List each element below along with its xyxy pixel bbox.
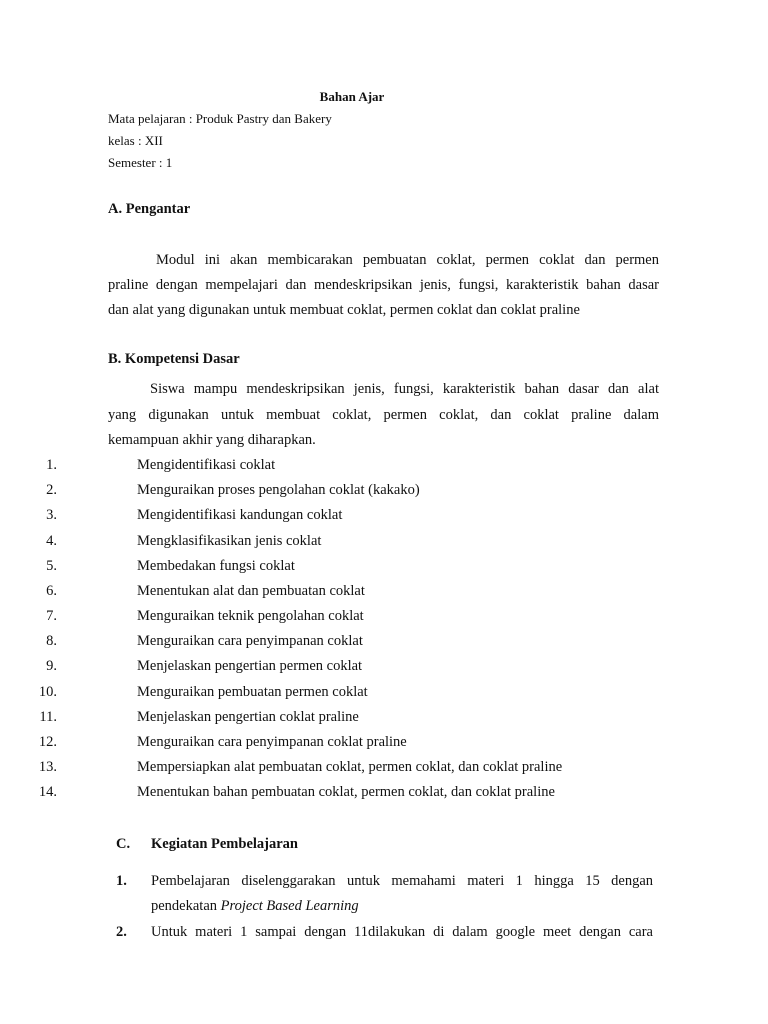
list-item — [0, 755, 700, 780]
list-item-number: 13. — [38, 759, 57, 775]
section-c-heading: Kegiatan Pembelajaran — [151, 836, 298, 852]
section-c-label: C. — [116, 836, 131, 852]
list-item-text: Membedakan fungsi coklat — [137, 558, 295, 574]
list-item — [0, 579, 700, 604]
list-item-text: Mempersiapkan alat pembuatan coklat, permen coklat, dan coklat praline — [137, 759, 563, 775]
list-item-text: Mengidentifikasi coklat — [137, 457, 276, 473]
list-item-text: Menguraikan proses pengolahan coklat (kakako) — [137, 482, 420, 498]
list-item — [0, 629, 700, 654]
list-item-number: 6. — [46, 583, 57, 599]
list-item-number: 10. — [38, 684, 57, 700]
document-title: Bahan Ajar — [319, 89, 385, 104]
list-item-number: 2. — [46, 482, 57, 498]
section-a-line-3: dan alat yang digunakan untuk membuat coklat, permen coklat dan coklat praline — [108, 302, 580, 318]
list-item-number: 11. — [39, 709, 57, 725]
activity-line-1: Untuk materi 1 sampai dengan 11dilakukan di dalam google meet dengan cara — [151, 924, 653, 940]
list-item — [0, 730, 700, 755]
list-item — [0, 503, 700, 528]
list-item — [0, 529, 700, 554]
list-item-text: Mengidentifikasi kandungan coklat — [137, 507, 343, 523]
activity-line-2 — [151, 894, 653, 919]
activity-approach: Project Based Learning — [220, 898, 359, 914]
section-b-line-3: kemampuan akhir yang diharapkan. — [108, 432, 316, 448]
class-line: kelas : XII — [108, 133, 163, 148]
list-item-number: 9. — [46, 658, 57, 674]
list-item-text: Menentukan alat dan pembuatan coklat — [137, 583, 365, 599]
list-item-number: 4. — [46, 533, 57, 549]
list-item-text: Menguraikan pembuatan permen coklat — [137, 684, 368, 700]
list-item — [0, 680, 700, 705]
list-item-number: 3. — [46, 507, 57, 523]
list-item-number: 8. — [46, 633, 57, 649]
list-item — [0, 604, 700, 629]
list-item — [0, 780, 700, 805]
section-a-heading: A. Pengantar — [108, 201, 191, 217]
subject-line: Mata pelajaran : Produk Pastry dan Bakery — [108, 111, 332, 126]
list-item-number: 14. — [38, 784, 57, 800]
section-b-line-1: Siswa mampu mendeskripsikan jenis, fungsi, karakteristik bahan dasar dan alat — [150, 381, 659, 397]
section-b-line-2: yang digunakan untuk membuat coklat, permen coklat, dan coklat praline dalam — [108, 407, 659, 423]
list-item — [0, 453, 700, 478]
list-item-number: 7. — [46, 608, 57, 624]
list-item-number: 12. — [38, 734, 57, 750]
list-item-text: Menjelaskan pengertian coklat praline — [137, 709, 359, 725]
section-b-heading: B. Kompetensi Dasar — [108, 351, 240, 367]
list-item-number: 1. — [46, 457, 57, 473]
list-item — [0, 554, 700, 579]
semester-line: Semester : 1 — [108, 155, 173, 170]
list-item-text: Menjelaskan pengertian permen coklat — [137, 658, 363, 674]
section-a-line-2: praline dengan mempelajari dan mendeskripsikan jenis, fungsi, karakteristik bahan dasar — [108, 277, 659, 293]
activity-line-2-prefix: pendekatan — [151, 898, 221, 914]
activity-line-1: Pembelajaran diselenggarakan untuk memahami materi 1 hingga 15 dengan — [151, 873, 653, 889]
list-item-number: 5. — [46, 558, 57, 574]
list-item-text: Menentukan bahan pembuatan coklat, permen coklat, dan coklat praline — [137, 784, 555, 800]
list-item — [0, 478, 700, 503]
list-item-text: Menguraikan teknik pengolahan coklat — [137, 608, 364, 624]
list-item-text: Mengklasifikasikan jenis coklat — [137, 533, 322, 549]
list-item — [0, 654, 700, 679]
activity-number: 2. — [116, 924, 127, 940]
list-item-text: Menguraikan cara penyimpanan coklat — [137, 633, 363, 649]
activity-number: 1. — [116, 873, 127, 889]
list-item — [0, 705, 700, 730]
list-item-text: Menguraikan cara penyimpanan coklat praline — [137, 734, 407, 750]
section-a-line-1: Modul ini akan membicarakan pembuatan coklat, permen coklat dan permen — [156, 252, 659, 268]
